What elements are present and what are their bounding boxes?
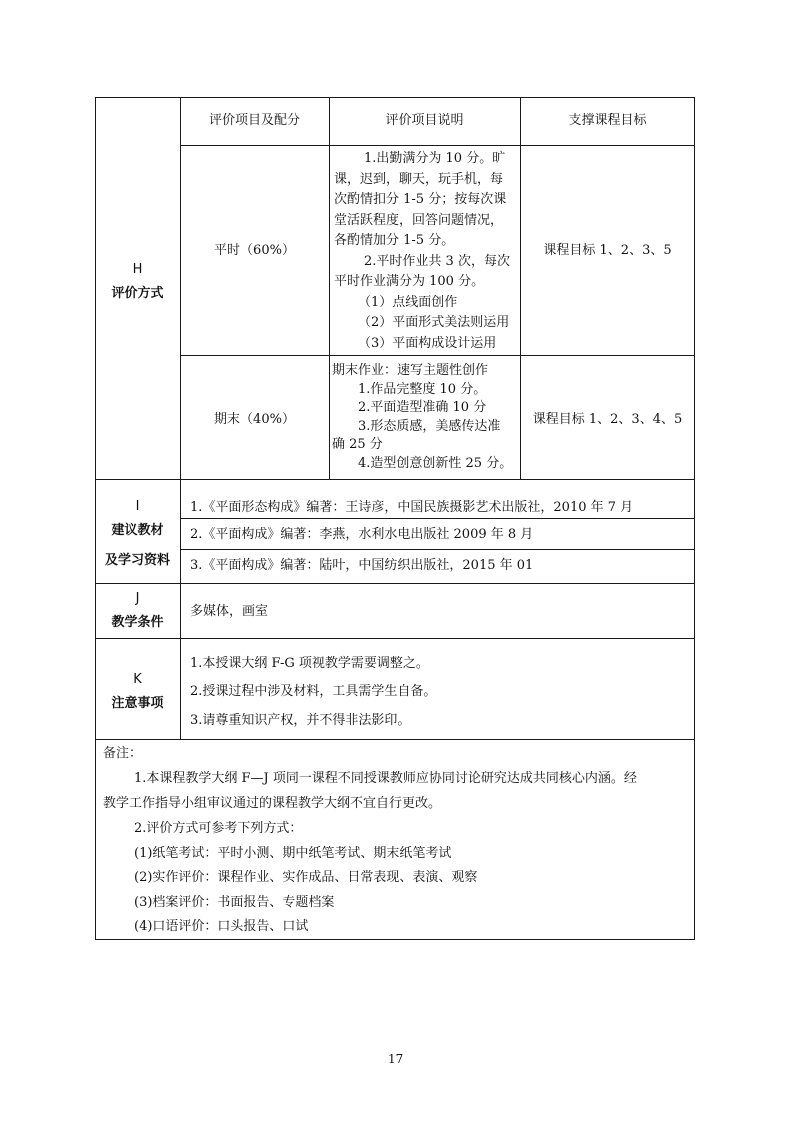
section-letter: J [135,591,140,606]
section-j-label [95,587,180,635]
row-divider [180,145,695,146]
section-title-line: 及学习资料 [104,553,170,568]
page-number: 17 [388,1052,404,1066]
column-header-targets: 支撑课程目标 [568,113,647,128]
description-line: 1.作品完整度 10 分。 [358,381,487,397]
remarks-line: 1.本课程教学大纲 F—J 项同一课程不同授课教师应协同讨论研究达成共同核心内涵。经 [134,771,637,786]
section-k-label [95,668,180,716]
description-line: 各酌情加分 1-5 分。 [334,233,455,248]
description-line: 平时作业满分为 100 分。 [334,274,485,289]
column-header-item: 评价项目及配分 [208,113,300,128]
supporting-targets: 课程目标 1、2、3、5 [543,243,672,258]
description-line: （1）点线面创作 [358,294,458,310]
teaching-conditions: 多媒体，画室 [190,604,269,619]
section-title-line: 建议教材 [111,523,164,538]
row-divider [180,549,695,550]
section-h-label [95,258,180,306]
description-line: 堂活跃程度，回答问题情况， [334,212,504,228]
remarks-line: (3)档案评价：书面报告、专题档案 [134,895,335,910]
remarks-title: 备注： [103,746,143,761]
description-line: 4.造型创意创新性 25 分。 [358,455,513,471]
section-title: 评价方式 [111,286,164,301]
row-divider [95,583,695,584]
supporting-targets: 课程目标 1、2、3、4、5 [532,412,683,427]
section-i-label [95,495,180,573]
material-item: 2.《平面构成》编著：李燕，水利水电出版社 2009 年 8 月 [190,527,534,542]
description-line: （3）平面构成设计运用 [358,335,497,351]
remarks-line: (1)纸笔考试：平时小测、期中纸笔考试、期末纸笔考试 [134,846,452,861]
remarks-line: 教学工作指导小组审议通过的课程教学大纲不宜自行更改。 [103,796,442,811]
remarks-line: (2)实作评价：课程作业、实作成品、日常表现、表演、观察 [134,870,478,885]
row-divider [180,355,695,356]
note-item: 2.授课过程中涉及材料，工具需学生自备。 [190,684,437,699]
evaluation-description [332,362,512,473]
row-divider [180,518,695,519]
description-line: 课，迟到，聊天，玩手机，每 [334,171,504,187]
section-title: 注意事项 [111,696,164,711]
description-line: 期末作业：速写主题性创作 [332,363,489,378]
row-divider [95,638,695,639]
description-line: 3.形态质感，美感传达准 [358,418,501,434]
description-line: （2）平面形式美法则运用 [358,315,510,330]
evaluation-item: 平时（60%） [214,243,295,258]
note-item: 1.本授课大纲 F-G 项视教学需要调整之。 [190,656,429,671]
col-divider [329,97,330,479]
row-divider [95,739,695,740]
evaluation-item: 期末（40%） [214,412,295,427]
description-line: 次酌情扣分 1-5 分；按每次课 [334,192,507,207]
section-letter: K [133,672,142,687]
material-item: 1.《平面形态构成》编著：王诗彦，中国民族摄影艺术出版社，2010 年 7 月 [190,500,634,515]
evaluation-description [334,149,510,354]
section-letter: H [132,262,143,277]
section-letter: I [135,499,140,514]
description-line: 2.平时作业共 3 次，每次 [364,253,510,269]
description-line: 2.平面造型准确 10 分 [358,400,487,415]
section-title: 教学条件 [111,615,164,630]
note-item: 3.请尊重知识产权，并不得非法影印。 [190,713,411,728]
remarks-line: (4)口语评价：口头报告、口试 [134,919,309,934]
material-item: 3.《平面构成》编著：陆叶，中国纺织出版社，2015 年 01 [190,558,534,573]
column-header-description: 评价项目说明 [385,113,464,128]
row-divider [95,479,695,480]
description-line: 确 25 分 [332,437,383,452]
description-line: 1.出勤满分为 10 分。旷 [364,151,506,166]
remarks-line: 2.评价方式可参考下列方式： [134,821,303,836]
